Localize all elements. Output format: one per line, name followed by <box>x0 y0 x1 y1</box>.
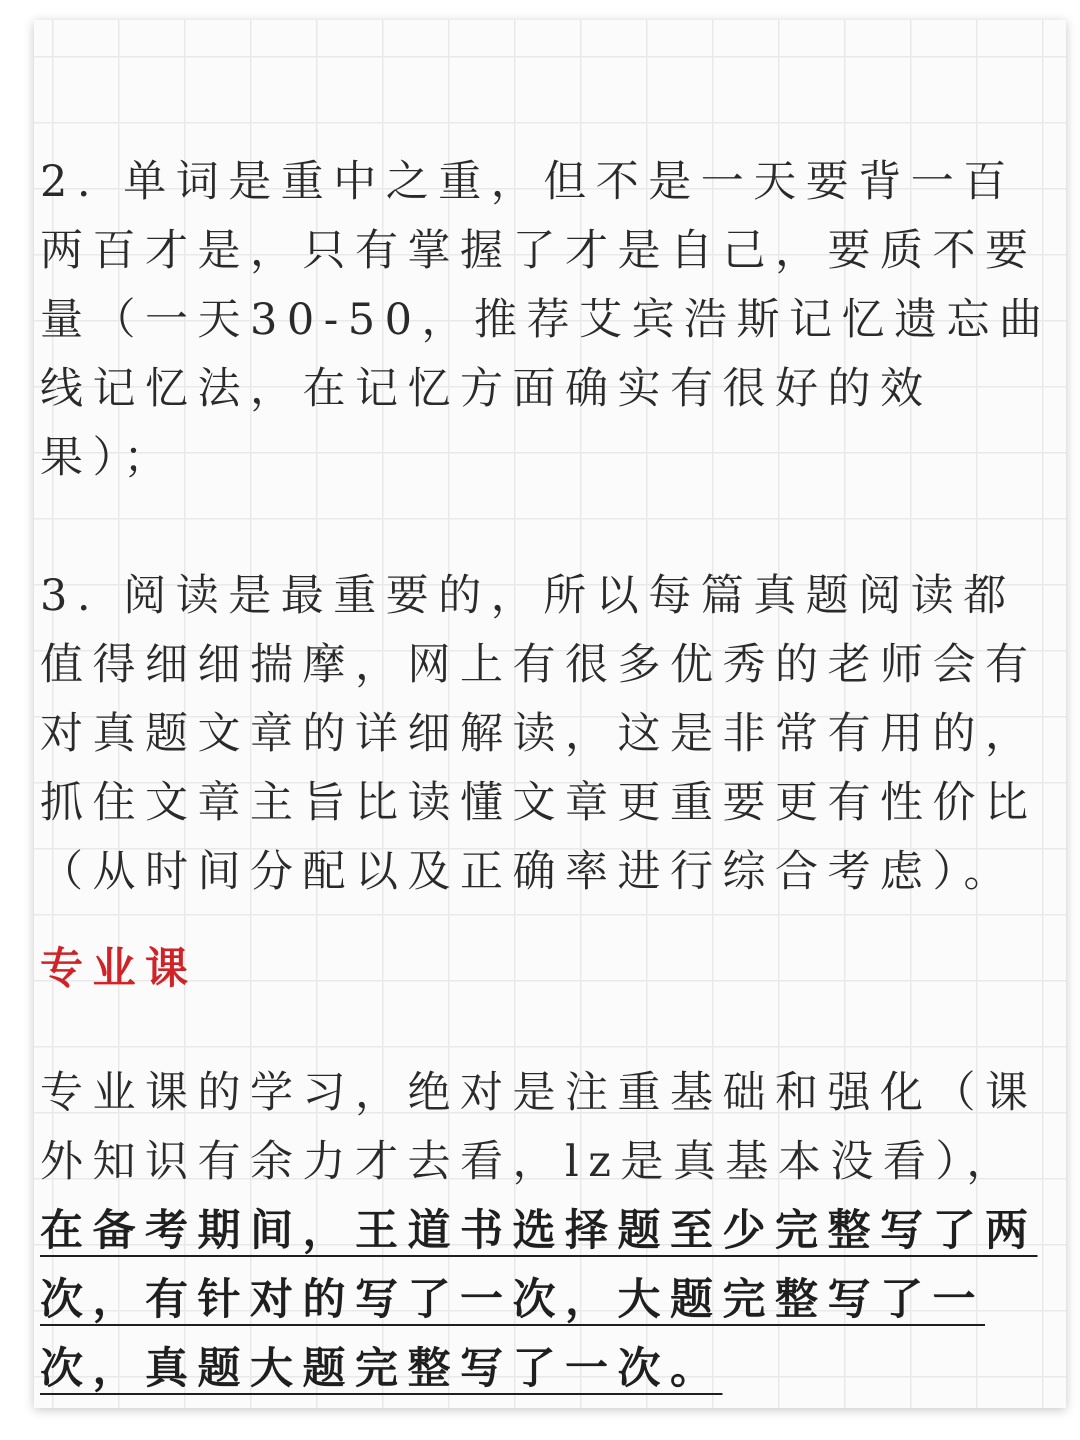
section-heading: 专业课 <box>40 944 198 994</box>
emphasis-text: 在备考期间，王道书选择题至少完整写了两次，有针对的写了一次，大题完整写了一次，真题大题完整写了一次。 <box>40 1206 1038 1394</box>
paragraph-reading: 3. 阅读是最重要的，所以每篇真题阅读都值得细细揣摩，网上有很多优秀的老师会有对真题文章的详细解读，这是非常有用的，抓住文章主旨比读懂文章更重要更有性价比（从时间分配以及正确率进行综合考虑）。 <box>40 571 1038 897</box>
intro-text: 专业课的学习，绝对是注重基础和强化（课外知识有余力才去看，lz是真基本没看）， <box>40 1068 1038 1187</box>
note-body <box>40 148 1060 1408</box>
paragraph-vocabulary: 2. 单词是重中之重，但不是一天要背一百两百才是，只有掌握了才是自己，要质不要量（一天30-50，推荐艾宾浩斯记忆遗忘曲线记忆法，在记忆方面确实有很好的效果）； <box>40 157 1052 483</box>
note-page <box>34 20 1066 1408</box>
paragraph-professional-course <box>40 1059 1060 1404</box>
